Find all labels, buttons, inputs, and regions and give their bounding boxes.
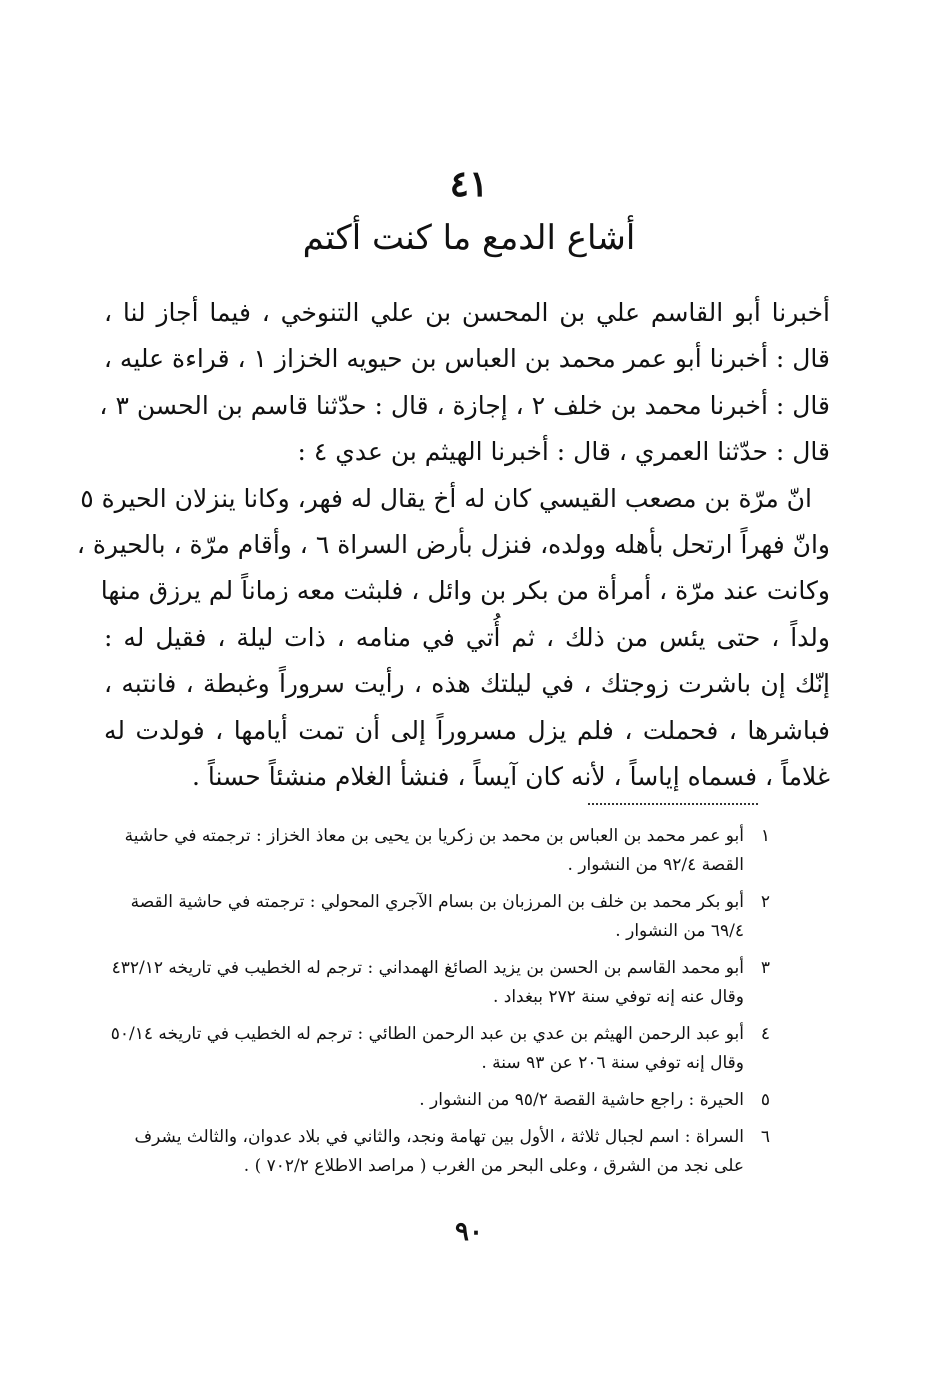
footnote-number: ٢ [760,892,770,912]
body-line: وانّ فهراً ارتحل بأهله وولده، فنزل بأرض السراة ٦ ، وأقام مرّة ، بالحيرة ، [76,530,830,560]
footnote-line: أبو عمر محمد بن العباس بن محمد بن زكريا بن يحيى بن معاذ الخزاز : ترجمته في حاشية [124,826,744,846]
body-line: انّ مرّة بن مصعب القيسي كان له أخ يقال له فهر، وكانا ينزلان الحيرة ٥ [80,483,812,513]
body-line: أخبرنا أبو القاسم علي بن المحسن بن علي التنوخي ، فيما أجاز لنا ، [104,298,830,327]
footnote-divider [588,803,758,805]
body-line: قال : حدّثنا العمري ، قال : أخبرنا الهيثم بن عدي ٤ : [297,437,830,467]
footnote-text [104,888,744,946]
footnote-item [104,954,770,1012]
footnote-text [104,1123,744,1181]
footnote-item [104,1020,770,1078]
footnote-line: وقال إنه توفي سنة ٢٠٦ عن ٩٣ سنة . [481,1053,744,1073]
footnotes [104,822,770,1189]
footnote-text [104,822,744,880]
footnote-text [104,954,744,1012]
body-line: غلاماً ، فسماه إياساً ، لأنه كان آيساً ، فنشأ الغلام منشئاً حسناً . [191,762,830,792]
body-line: ولداً ، حتى يئس من ذلك ، ثم أُتي في منامه ، ذات ليلة ، فقيل له : [104,622,830,652]
footnote-line: وقال عنه إنه توفي سنة ٢٧٢ ببغداد . [492,987,744,1007]
body-line: فباشرها ، فحملت ، فلم يزل مسروراً إلى أن تمت أيامها ، فولدت له [104,715,830,745]
footnote-item [104,1086,770,1115]
footnote-line: الحيرة : راجع حاشية القصة ٩٥/٢ من النشوار . [419,1090,744,1110]
footnote-number: ٣ [760,958,770,978]
body-text [76,290,830,800]
footnote-number: ٤ [760,1024,770,1044]
footnote-item [104,888,770,946]
chapter-title: أشاع الدمع ما كنت أكتم [302,218,636,258]
footnote-number: ١ [760,826,770,846]
footnote-line: القصة ٩٢/٤ من النشوار . [567,855,744,875]
footnote-line: السراة : اسم لجبال ثلاثة ، الأول بين تهامة ونجد، والثاني في بلاد عدوان، والثالث يشرف [134,1127,744,1147]
footnote-number: ٥ [760,1090,770,1110]
footnote-line: أبو محمد القاسم بن الحسن بن يزيد الصائغ الهمداني : ترجم له الخطيب في تاريخه ٤٣٢/١٢ [111,958,744,978]
chapter-number: ٤١ [449,163,489,205]
footnote-item [104,1123,770,1181]
footnote-item [104,822,770,880]
footnote-text [104,1086,744,1115]
footnote-line: على نجد من الشرق ، وعلى البحر من الغرب ( مراصد الاطلاع ٧٠٢/٢ ) . [243,1156,744,1176]
body-line: قال : أخبرنا أبو عمر محمد بن العباس بن حيويه الخزاز ١ ، قراءة عليه ، [103,344,830,374]
body-line: قال : أخبرنا محمد بن خلف ٢ ، إجازة ، قال : حدّثنا قاسم بن الحسن ٣ ، [99,390,830,420]
footnote-number: ٦ [760,1127,770,1147]
footnote-line: أبو عبد الرحمن الهيثم بن عدي بن عبد الرحمن الطائي : ترجم له الخطيب في تاريخه ٥٠/١٤ [110,1024,744,1044]
body-line: إنّك إن باشرت زوجتك ، في ليلتك هذه ، رأيت سروراً وغبطة ، فانتبه ، [104,669,830,699]
page-number: ٩٠ [455,1217,483,1247]
body-line: وكانت عند مرّة ، أمرأة من بكر بن وائل ، فلبثت معه زماناً لم يرزق منها [100,576,830,606]
footnote-text [104,1020,744,1078]
footnote-line: ٦٩/٤ من النشوار . [615,921,744,941]
footnote-line: أبو بكر محمد بن خلف بن المرزبان بن بسام الآجري المحولي : ترجمته في حاشية القصة [130,892,744,912]
